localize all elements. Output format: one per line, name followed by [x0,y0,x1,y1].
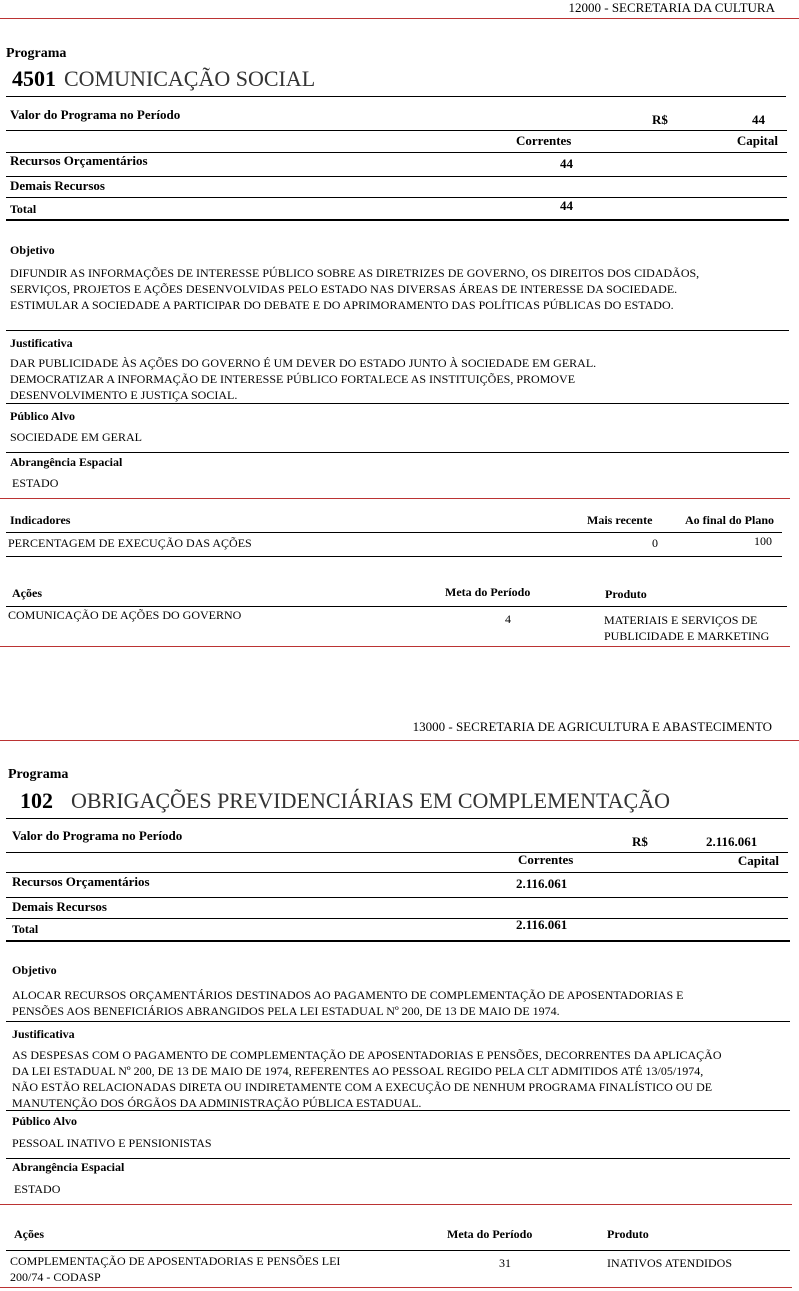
publico-alvo-label: Público Alvo [12,1114,78,1128]
program-title [12,66,315,92]
abrangencia-text: ESTADO [12,476,59,490]
acoes-header: Ações [12,586,42,600]
divider [6,1158,790,1159]
abrangencia-label: Abrangência Espacial [12,1160,125,1174]
rs-label: R$ [652,112,668,127]
divider [0,1204,792,1205]
divider [0,18,799,19]
objetivo-label: Objetivo [12,963,57,977]
final-plano-header: Ao final do Plano [685,513,775,527]
divider [6,96,786,97]
meta-header: Meta do Período [447,1227,533,1241]
programa-label: Programa [8,767,69,782]
justificativa-text: DAR PUBLICIDADE ÀS AÇÕES DO GOVERNO É UM DEVER DO ESTADO JUNTO À SOCIEDADE EM GERAL. DEMOCRATIZAR A INFORMAÇÃO DE INTERESSE PÚBLICO FORTALECE AS INSTITUIÇÕES, PROMOVE DESENVOLVIMENTO E JUSTIÇA SOCIAL. [10,356,597,402]
acao-meta: 31 [499,1256,511,1270]
capital-header: Capital [736,133,778,148]
valor-total: 44 [752,112,765,127]
justificativa-label: Justificativa [10,336,73,350]
program-code: 4501 [12,66,56,91]
total-label: Total [12,922,39,936]
total-label: Total [10,202,37,216]
valor-label: Valor do Programa no Período [10,107,181,122]
recursos-orcamentarios-value: 2.116.061 [516,876,568,891]
acao-meta: 4 [505,612,511,626]
demais-recursos-label: Demais Recursos [10,178,105,193]
program-title [20,788,670,814]
total-value: 44 [560,198,573,213]
divider [6,940,790,942]
divider [6,872,788,873]
indicador-name: PERCENTAGEM DE EXECUÇÃO DAS AÇÕES [8,536,252,550]
justificativa-label: Justificativa [12,1027,75,1041]
divider [6,897,788,898]
secretaria-header: 12000 - SECRETARIA DA CULTURA [568,0,775,15]
program-name: OBRIGAÇÕES PREVIDENCIÁRIAS EM COMPLEMENTAÇÃO [71,788,670,813]
acao-produto: INATIVOS ATENDIDOS [607,1256,732,1270]
indicador-recente: 0 [652,536,658,550]
secretaria-header: 13000 - SECRETARIA DE AGRICULTURA E ABASTECIMENTO [412,719,772,734]
abrangencia-text: ESTADO [14,1182,61,1196]
divider [6,918,788,919]
divider [6,532,782,533]
indicador-final: 100 [754,534,772,548]
programa-label: Programa [6,46,67,61]
divider [6,852,788,853]
divider [6,1021,790,1022]
divider [6,197,787,198]
meta-header: Meta do Período [445,585,531,599]
objetivo-text: ALOCAR RECURSOS ORÇAMENTÁRIOS DESTINADOS AO PAGAMENTO DE COMPLEMENTAÇÃO DE APOSENTADORIAS E PENSÕES AOS BENEFICIÁRIOS ABRANGIDOS PELA LEI ESTADUAL Nº 200, DE 13 DE MAIO DE 1974. [12,988,684,1018]
produto-header: Produto [607,1227,649,1241]
mais-recente-header: Mais recente [587,513,653,527]
acao-name: COMUNICAÇÃO DE AÇÕES DO GOVERNO [8,608,242,622]
divider [6,452,789,453]
divider [6,219,789,221]
capital-header: Capital [737,853,779,868]
divider [6,1110,790,1111]
valor-label: Valor do Programa no Período [12,828,183,843]
divider [6,606,787,607]
rs-label: R$ [632,834,648,849]
recursos-orcamentarios-label: Recursos Orçamentários [12,874,150,889]
acao-produto: MATERIAIS E SERVIÇOS DE PUBLICIDADE E MARKETING [604,613,770,643]
demais-recursos-label: Demais Recursos [12,899,107,914]
divider [6,818,788,819]
abrangencia-label: Abrangência Espacial [10,455,123,469]
divider [6,130,787,131]
divider [6,403,789,404]
total-value: 2.116.061 [516,917,568,932]
valor-total: 2.116.061 [706,834,758,849]
program-code: 102 [20,788,53,813]
produto-header: Produto [605,587,647,601]
acao-name: COMPLEMENTAÇÃO DE APOSENTADORIAS E PENSÕES LEI 200/74 - CODASP [10,1254,341,1284]
divider [6,330,789,331]
correntes-header: Correntes [516,133,572,148]
divider [0,740,799,741]
divider [6,1250,790,1251]
correntes-header: Correntes [518,852,574,867]
divider [6,556,782,557]
justificativa-text: AS DESPESAS COM O PAGAMENTO DE COMPLEMENTAÇÃO DE APOSENTADORIAS E PENSÕES, DECORRENTES DA APLICAÇÃO DA LEI ESTADUAL Nº 200, DE 13 DE MAIO DE 1974, REFERENTES AO PESSOAL REGIDO PELA CLT ADMITIDOS ATÉ 13/05/1974, NÃO ESTÃO RELACIONADAS DIRETA OU INDIRETAMENTE COM A EXECUÇÃO DE NENHUM PROGRAMA FINALÍSTICO OU DE MANUTENÇÃO DOS ÓRGÃOS DA ADMINISTRAÇÃO PÚBLICA ESTADUAL. [12,1048,722,1110]
divider [0,498,790,499]
publico-alvo-label: Público Alvo [10,409,76,423]
divider [0,1287,792,1288]
publico-alvo-text: PESSOAL INATIVO E PENSIONISTAS [12,1136,212,1150]
acoes-header: Ações [14,1227,44,1241]
program-name: COMUNICAÇÃO SOCIAL [64,66,316,91]
recursos-orcamentarios-label: Recursos Orçamentários [10,153,148,168]
publico-alvo-text: SOCIEDADE EM GERAL [10,430,142,444]
objetivo-text: DIFUNDIR AS INFORMAÇÕES DE INTERESSE PÚBLICO SOBRE AS DIRETRIZES DE GOVERNO, OS DIREITOS DOS CIDADÃOS, SERVIÇOS, PROJETOS E AÇÕES DESENVOLVIDAS PELO ESTADO NAS DIVERSAS ÁREAS DE INTERESSE DA SOCIEDADE. ESTIMULAR A SOCIEDADE A PARTICIPAR DO DEBATE E DO APRIMORAMENTO DAS POLÍTICAS PÚBLICAS DO ESTADO. [10,266,700,312]
divider [6,176,787,177]
objetivo-label: Objetivo [10,243,55,257]
indicadores-label: Indicadores [10,513,71,527]
recursos-orcamentarios-value: 44 [560,156,573,171]
divider [0,646,790,647]
